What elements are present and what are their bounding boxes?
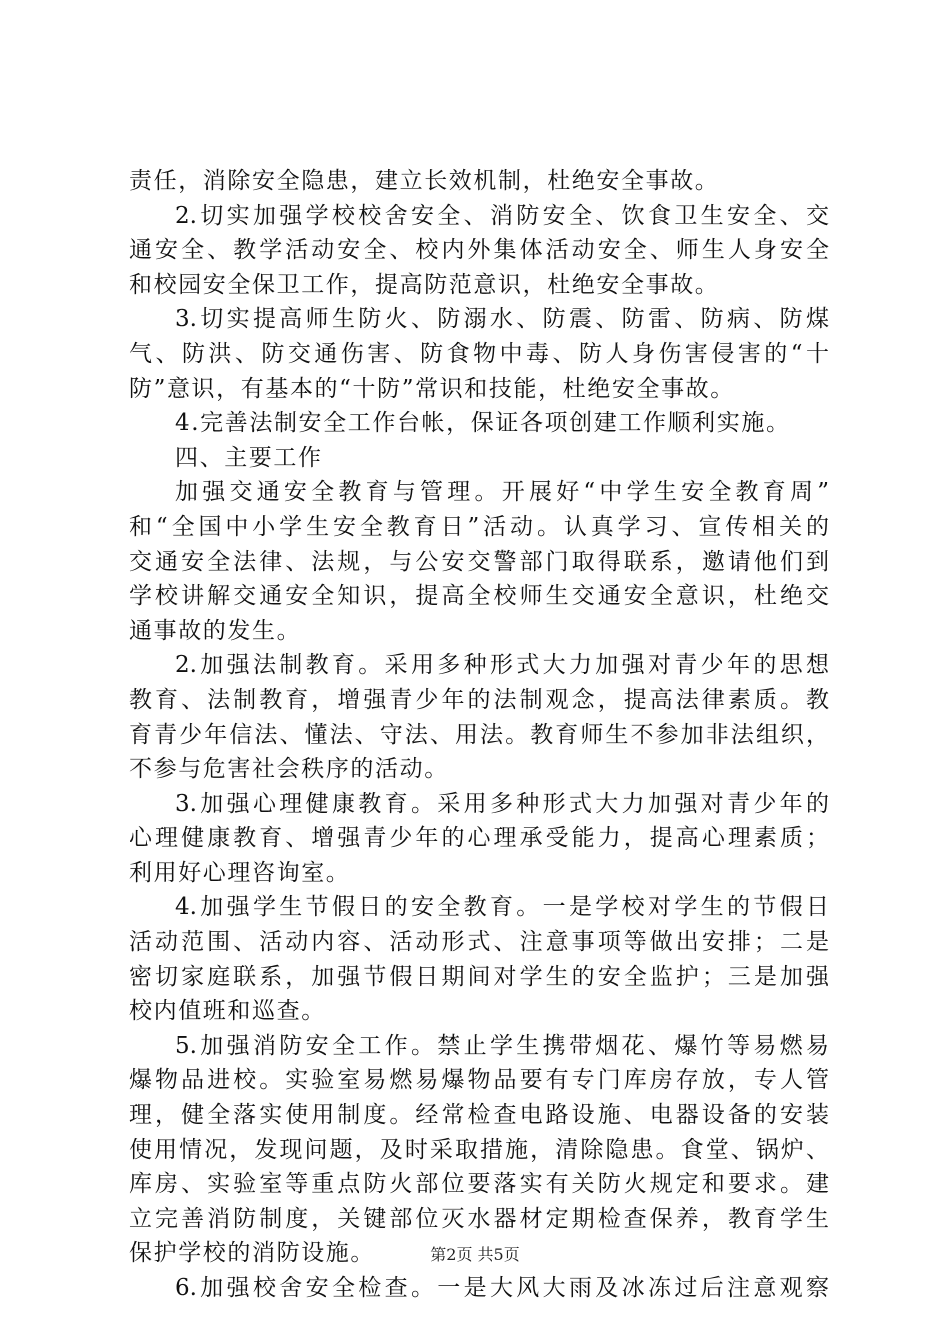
text-line: 理，健全落实使用制度。经常检查电路设施、电器设备的安装 [129,1102,829,1129]
text-line: 使用情况，发现问题，及时采取措施，清除隐患。食堂、锅炉、 [129,1136,829,1163]
text-line: 交通安全法律、法规，与公安交警部门取得联系，邀请他们到 [129,548,829,575]
text-line: 库房、实验室等重点防火部位要落实有关防火规定和要求。建 [129,1171,829,1198]
text-line: 和“全国中小学生安全教育日”活动。认真学习、宣传相关的 [129,513,829,540]
text-line: 立完善消防制度，关键部位灭水器材定期检查保养，教育学生 [129,1205,829,1232]
text-line: 利用好心理咨询室。 [129,859,351,886]
document-body [129,164,829,1306]
text-line: 责任，消除安全隐患，建立长效机制，杜绝安全事故。 [129,168,720,194]
text-line: 不参与危害社会秩序的活动。 [129,756,449,783]
text-line: 密切家庭联系，加强节假日期间对学生的安全监护；三是加强 [129,963,829,990]
text-line: 校内值班和巡查。 [129,998,326,1025]
text-line: 加强交通安全教育与管理。开展好“中学生安全教育周” [175,479,829,506]
text-line: 气、防洪、防交通伤害、防食物中毒、防人身伤害侵害的“十 [129,340,829,367]
text-line: 心理健康教育、增强青少年的心理承受能力，提高心理素质； [129,825,829,852]
text-line: 3.切实提高师生防火、防溺水、防震、防雷、防病、防煤 [175,306,829,333]
text-line: 5.加强消防安全工作。禁止学生携带烟花、爆竹等易燃易 [175,1032,829,1059]
text-line: 通事故的发生。 [129,617,302,644]
text-line: 活动范围、活动内容、活动形式、注意事项等做出安排；二是 [129,929,829,956]
text-line: 通安全、教学活动安全、校内外集体活动安全、师生人身安全 [129,237,829,264]
text-line: 学校讲解交通安全知识，提高全校师生交通安全意识，杜绝交 [129,583,829,610]
text-line: 4.完善法制安全工作台帐，保证各项创建工作顺利实施。 [175,410,791,437]
text-line: 2.加强法制教育。采用多种形式大力加强对青少年的思想 [175,652,829,679]
text-line: 2.切实加强学校校舍安全、消防安全、饮食卫生安全、交 [175,202,829,229]
text-line: 6.加强校舍安全检查。一是大风大雨及冰冻过后注意观察 [175,1275,829,1301]
text-line: 4.加强学生节假日的安全教育。一是学校对学生的节假日 [175,894,829,921]
text-line: 3.加强心理健康教育。采用多种形式大力加强对青少年的 [175,790,829,817]
text-line: 和校园安全保卫工作，提高防范意识，杜绝安全事故。 [129,271,720,298]
text-line: 育青少年信法、懂法、守法、用法。教育师生不参加非法组织， [129,721,829,748]
text-line: 防”意识，有基本的“十防”常识和技能，杜绝安全事故。 [129,375,735,402]
text-line: 保护学校的消防设施。 [129,1240,375,1267]
text-line: 爆物品进校。实验室易燃易爆物品要有专门库房存放，专人管 [129,1067,829,1094]
text-line: 教育、法制教育，增强青少年的法制观念，提高法律素质。教 [129,686,829,713]
page-footer: 第2页 共5页 [430,1245,520,1264]
text-line: 四、主要工作 [175,444,323,471]
